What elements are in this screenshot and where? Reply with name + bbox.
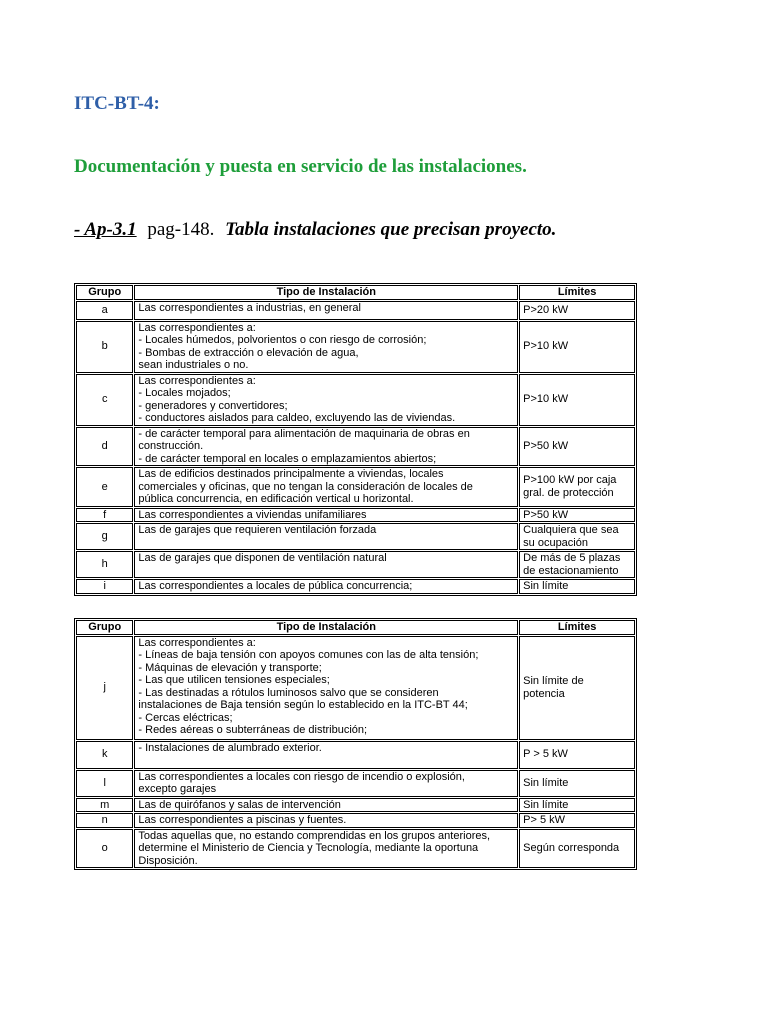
table-row bbox=[76, 636, 635, 740]
limites-line: gral. de protección bbox=[523, 486, 614, 499]
cell-limites bbox=[519, 798, 635, 813]
header-tipo: Tipo de Instalación bbox=[134, 285, 518, 300]
tipo-line: Las de edificios destinados principalmente a viviendas, locales bbox=[138, 468, 444, 480]
tipo-line: - Máquinas de elevación y transporte; bbox=[138, 661, 322, 674]
limites-line: Según corresponda bbox=[523, 842, 620, 854]
appendix-reference: - Ap-3.1 bbox=[74, 219, 137, 240]
cell-limites bbox=[519, 636, 635, 740]
document-title: Documentación y puesta en servicio de las instalaciones. bbox=[74, 156, 527, 177]
cell-tipo bbox=[134, 741, 518, 769]
tipo-line: - Las que utilicen tensiones especiales; bbox=[138, 674, 330, 686]
cell-tipo bbox=[134, 551, 518, 578]
tipo-line: - generadores y convertidores; bbox=[138, 399, 288, 412]
limites-line: P > 5 kW bbox=[523, 748, 568, 761]
table-row bbox=[76, 551, 635, 578]
cell-grupo: n bbox=[76, 813, 133, 828]
table-header-row bbox=[76, 620, 635, 635]
cell-limites bbox=[519, 508, 635, 523]
tipo-line: comerciales y oficinas, que no tengan la consideración de locales de bbox=[138, 480, 473, 493]
table-row bbox=[76, 374, 635, 426]
cell-tipo bbox=[134, 523, 518, 550]
tipo-line: - Redes aéreas o subterráneas de distribución; bbox=[138, 724, 368, 736]
cell-grupo: b bbox=[76, 321, 133, 373]
cell-tipo bbox=[134, 829, 518, 869]
cell-limites bbox=[519, 813, 635, 828]
tipo-line: Las correspondientes a industrias, en general bbox=[138, 301, 361, 314]
tipo-line: Las correspondientes a: bbox=[138, 321, 256, 334]
cell-limites bbox=[519, 427, 635, 467]
cell-grupo: e bbox=[76, 467, 133, 507]
cell-grupo: i bbox=[76, 579, 133, 594]
limites-line: Cualquiera que sea bbox=[523, 524, 619, 536]
limites-line: P>20 kW bbox=[523, 303, 569, 316]
limites-line: Sin límite de bbox=[523, 675, 584, 687]
tipo-line: Las correspondientes a piscinas y fuentes. bbox=[138, 814, 347, 826]
cell-limites bbox=[519, 321, 635, 373]
limites-line: Sin límite bbox=[523, 776, 569, 789]
cell-tipo bbox=[134, 770, 518, 797]
table-row bbox=[76, 467, 635, 507]
cell-grupo: d bbox=[76, 427, 133, 467]
cell-grupo: f bbox=[76, 508, 133, 523]
cell-limites bbox=[519, 467, 635, 507]
limites-line: potencia bbox=[523, 687, 565, 700]
cell-tipo bbox=[134, 427, 518, 467]
cell-limites bbox=[519, 579, 635, 594]
cell-limites bbox=[519, 741, 635, 769]
cell-tipo bbox=[134, 374, 518, 426]
tipo-line: determine el Ministerio de Ciencia y Tecnología, mediante la oportuna bbox=[138, 842, 479, 854]
tipo-line: Disposición. bbox=[138, 854, 198, 867]
cell-grupo: a bbox=[76, 301, 133, 320]
table-row bbox=[76, 798, 635, 813]
tipo-line: Las de garajes que requieren ventilación forzada bbox=[138, 524, 377, 536]
tipo-line: - Cercas eléctricas; bbox=[138, 711, 233, 724]
tipo-line: Las correspondientes a locales de pública concurrencia; bbox=[138, 580, 413, 592]
table-row bbox=[76, 427, 635, 467]
table-header-row bbox=[76, 285, 635, 300]
cell-grupo: h bbox=[76, 551, 133, 578]
cell-tipo bbox=[134, 798, 518, 813]
tipo-line: - Bombas de extracción o elevación de agua, bbox=[138, 346, 359, 359]
tipo-line: instalaciones de Baja tensión según lo establecido en la ITC-BT 44; bbox=[138, 699, 468, 711]
table-row bbox=[76, 770, 635, 797]
tipo-line: pública concurrencia, en edificación vertical u horizontal. bbox=[138, 493, 414, 505]
tipo-line: Las correspondientes a: bbox=[138, 636, 256, 649]
limites-line: P>50 kW bbox=[523, 440, 569, 452]
table-caption: Tabla instalaciones que precisan proyecto. bbox=[225, 219, 557, 240]
table-row bbox=[76, 741, 635, 769]
header-tipo: Tipo de Instalación bbox=[134, 620, 518, 635]
tipo-line: - Locales mojados; bbox=[138, 387, 231, 399]
table-row bbox=[76, 813, 635, 828]
cell-grupo: l bbox=[76, 770, 133, 797]
cell-grupo: g bbox=[76, 523, 133, 550]
cell-grupo: m bbox=[76, 798, 133, 813]
itc-heading: ITC-BT-4: bbox=[74, 93, 160, 114]
header-grupo: Grupo bbox=[76, 285, 133, 300]
tipo-line: Las de quirófanos y salas de intervención bbox=[138, 798, 341, 811]
cell-grupo: o bbox=[76, 829, 133, 869]
cell-grupo: j bbox=[76, 636, 133, 740]
tipo-line: construcción. bbox=[138, 440, 204, 452]
limites-line: P>50 kW bbox=[523, 508, 569, 521]
table-row bbox=[76, 301, 635, 320]
cell-limites bbox=[519, 301, 635, 320]
table-row bbox=[76, 508, 635, 523]
tipo-line: Las correspondientes a viviendas unifamiliares bbox=[138, 508, 367, 521]
tipo-line: - Instalaciones de alumbrado exterior. bbox=[138, 741, 322, 754]
tipo-line: Las de garajes que disponen de ventilación natural bbox=[138, 552, 387, 564]
cell-limites bbox=[519, 829, 635, 869]
tipo-line: - de carácter temporal en locales o emplazamientos abiertos; bbox=[138, 452, 437, 465]
cell-limites bbox=[519, 523, 635, 550]
cell-tipo bbox=[134, 467, 518, 507]
tipo-line: - Las destinadas a rótulos luminosos salvo que se consideren bbox=[138, 686, 439, 699]
installations-table-2 bbox=[74, 618, 637, 870]
limites-line: su ocupación bbox=[523, 536, 588, 549]
installations-table-1 bbox=[74, 283, 637, 596]
header-limites: Límites bbox=[519, 285, 635, 300]
table-row bbox=[76, 321, 635, 373]
cell-tipo bbox=[134, 813, 518, 828]
cell-grupo: k bbox=[76, 741, 133, 769]
limites-line: P>10 kW bbox=[523, 393, 569, 406]
header-limites: Límites bbox=[519, 620, 635, 635]
cell-tipo bbox=[134, 301, 518, 320]
limites-line: de estacionamiento bbox=[523, 564, 619, 577]
cell-limites bbox=[519, 374, 635, 426]
limites-line: Sin límite bbox=[523, 580, 569, 592]
tipo-line: sean industriales o no. bbox=[138, 359, 249, 371]
tipo-line: Las correspondientes a: bbox=[138, 374, 256, 387]
cell-limites bbox=[519, 770, 635, 797]
cell-grupo: c bbox=[76, 374, 133, 426]
tipo-line: - de carácter temporal para alimentación de maquinaria de obras en bbox=[138, 427, 470, 440]
table-reference bbox=[74, 219, 556, 241]
table-row bbox=[76, 523, 635, 550]
cell-tipo bbox=[134, 579, 518, 594]
table-row bbox=[76, 829, 635, 869]
cell-tipo bbox=[134, 636, 518, 740]
page-reference: pag-148. bbox=[147, 219, 215, 240]
table-row bbox=[76, 579, 635, 594]
limites-line: P>10 kW bbox=[523, 340, 569, 353]
tipo-line: excepto garajes bbox=[138, 783, 217, 795]
limites-line: P> 5 kW bbox=[523, 814, 566, 826]
tipo-line: - conductores aislados para caldeo, excluyendo las de viviendas. bbox=[138, 412, 456, 424]
cell-tipo bbox=[134, 508, 518, 523]
cell-limites bbox=[519, 551, 635, 578]
limites-line: P>100 kW por caja bbox=[523, 474, 617, 487]
tipo-line: - Locales húmedos, polvorientos o con riesgo de corrosión; bbox=[138, 334, 427, 346]
cell-tipo bbox=[134, 321, 518, 373]
header-grupo: Grupo bbox=[76, 620, 133, 635]
tipo-line: Todas aquellas que, no estando comprendidas en los grupos anteriores, bbox=[138, 829, 491, 842]
tipo-line: Las correspondientes a locales con riesgo de incendio o explosión, bbox=[138, 770, 465, 783]
limites-line: Sin límite bbox=[523, 798, 569, 811]
limites-line: De más de 5 plazas bbox=[523, 552, 621, 564]
tipo-line: - Líneas de baja tensión con apoyos comunes con las de alta tensión; bbox=[138, 649, 479, 661]
